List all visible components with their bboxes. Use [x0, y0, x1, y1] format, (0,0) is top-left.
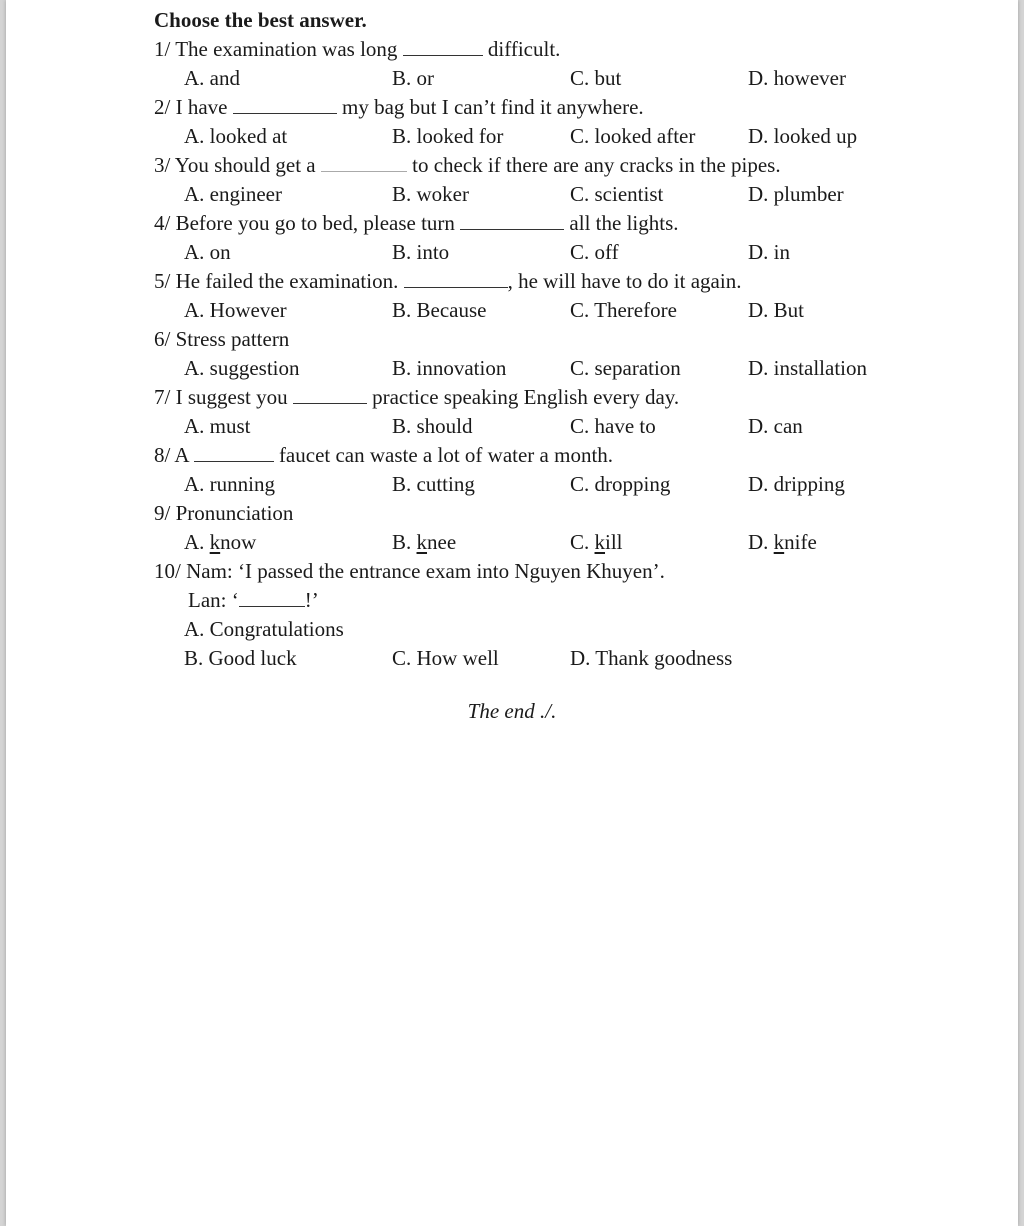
question-8-options [6, 470, 1018, 499]
option-b: B. cutting [392, 472, 475, 496]
question-6-text: 6/ Stress pattern [154, 327, 290, 351]
underlined-letter: k [209, 530, 221, 554]
option-c: C. have to [570, 414, 656, 438]
option-b: B. Good luck [184, 646, 297, 670]
option-b: B. should [392, 414, 473, 438]
option-c: C. off [570, 240, 619, 264]
option-c: C. looked after [570, 124, 696, 148]
answer-blank [321, 152, 407, 172]
option-c: C. Therefore [570, 298, 677, 322]
option-d: D. Thank goodness [570, 646, 733, 670]
end-note: The end ./. [467, 699, 557, 723]
option-b: B. looked for [392, 124, 504, 148]
answer-blank [194, 442, 274, 462]
option-a: A. Congratulations [184, 617, 344, 641]
question-1-text: 1/ The examination was long difficult. [154, 37, 561, 61]
option-c: C. scientist [570, 182, 664, 206]
heading-text: Choose the best answer. [154, 8, 367, 32]
question-3-options [6, 180, 1018, 209]
document-page [6, 0, 1018, 1226]
question-4 [6, 209, 1018, 238]
lan-response: Lan: ‘ !’ [188, 588, 319, 612]
answer-blank [239, 587, 305, 607]
option-b: B. innovation [392, 356, 507, 380]
underlined-letter: k [416, 530, 428, 554]
question-8-text: 8/ A faucet can waste a lot of water a month. [154, 443, 614, 467]
question-10-option-a-row [6, 615, 1018, 644]
question-9 [6, 499, 1018, 528]
question-9-options [6, 528, 1018, 557]
question-10-options [6, 644, 1018, 673]
option-b: B. knee [392, 530, 457, 554]
option-a: A. on [184, 240, 231, 264]
option-a: A. know [184, 530, 257, 554]
question-5-text: 5/ He failed the examination. , he will have to do it again. [154, 269, 742, 293]
answer-blank [460, 210, 564, 230]
option-d: D. plumber [748, 182, 844, 206]
option-a: A. engineer [184, 182, 282, 206]
question-5 [6, 267, 1018, 296]
question-7-options [6, 412, 1018, 441]
question-4-options [6, 238, 1018, 267]
question-3 [6, 151, 1018, 180]
option-c: C. dropping [570, 472, 671, 496]
question-10-text: 10/ Nam: ‘I passed the entrance exam into Nguyen Khuyen’. [154, 559, 665, 583]
option-c: C. but [570, 66, 622, 90]
answer-blank [404, 268, 508, 288]
option-a: A. looked at [184, 124, 288, 148]
option-a: A. and [184, 66, 240, 90]
option-d: D. But [748, 298, 805, 322]
answer-blank [293, 384, 367, 404]
option-c: C. How well [392, 646, 499, 670]
question-6 [6, 325, 1018, 354]
option-d: D. however [748, 66, 846, 90]
option-a: A. However [184, 298, 287, 322]
option-d: D. dripping [748, 472, 845, 496]
underlined-letter: k [773, 530, 785, 554]
option-d: D. can [748, 414, 803, 438]
question-4-text: 4/ Before you go to bed, please turn all the lights. [154, 211, 679, 235]
option-a: A. suggestion [184, 356, 300, 380]
question-1-options [6, 64, 1018, 93]
question-8 [6, 441, 1018, 470]
option-b: B. into [392, 240, 450, 264]
option-c: C. kill [570, 530, 623, 554]
option-d: D. looked up [748, 124, 858, 148]
question-1 [6, 35, 1018, 64]
option-d: D. in [748, 240, 790, 264]
answer-blank [233, 94, 337, 114]
question-3-text: 3/ You should get a to check if there are any cracks in the pipes. [154, 153, 781, 177]
option-b: B. Because [392, 298, 487, 322]
question-7 [6, 383, 1018, 412]
question-2-options [6, 122, 1018, 151]
option-b: B. or [392, 66, 434, 90]
question-10 [6, 557, 1018, 586]
option-c: C. separation [570, 356, 681, 380]
instructions-heading [6, 6, 1018, 35]
answer-blank [403, 36, 483, 56]
question-2-text: 2/ I have my bag but I can’t find it anywhere. [154, 95, 644, 119]
question-10-response [6, 586, 1018, 615]
underlined-letter: k [594, 530, 606, 554]
question-9-text: 9/ Pronunciation [154, 501, 294, 525]
option-d: D. knife [748, 530, 817, 554]
question-6-options [6, 354, 1018, 383]
question-7-text: 7/ I suggest you practice speaking English every day. [154, 385, 680, 409]
option-b: B. woker [392, 182, 469, 206]
option-d: D. installation [748, 356, 867, 380]
question-2 [6, 93, 1018, 122]
question-5-options [6, 296, 1018, 325]
option-a: A. running [184, 472, 275, 496]
option-a: A. must [184, 414, 251, 438]
